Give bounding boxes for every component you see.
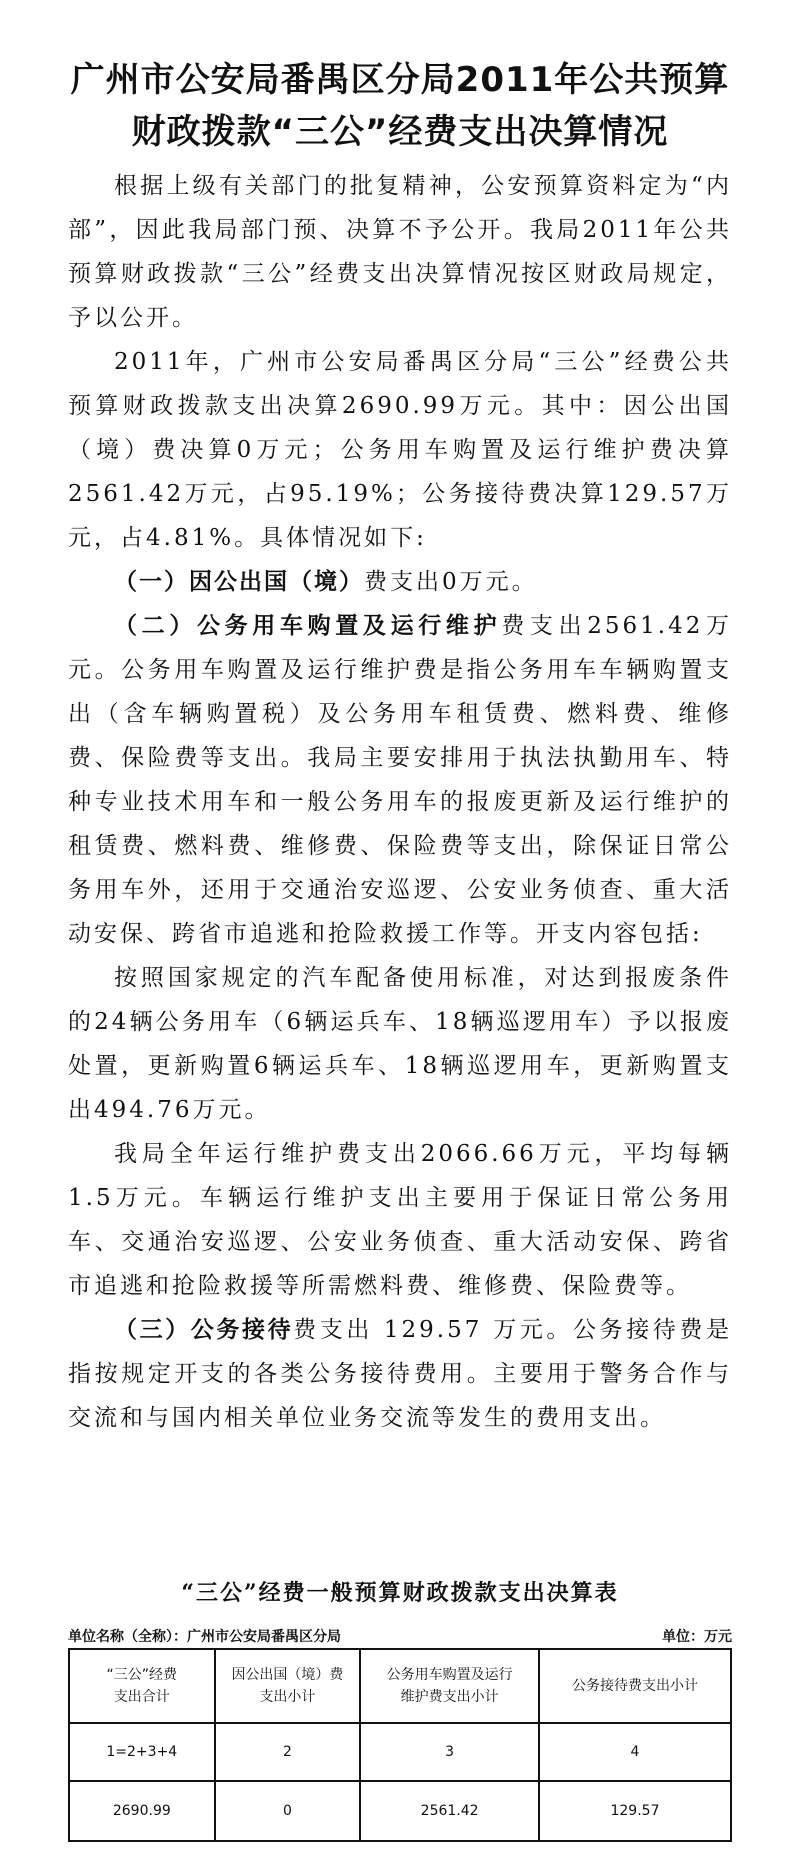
paragraph-vehicle-purchase [68,956,732,1132]
paragraph-text: 根据上级有关部门的批复精神，公安预算资料定为“内部”，因此我局部门预、决算不予公开。我局2011年公共预算财政拨款“三公”经费支出决算情况按区财政局规定，予以公开。 [68,173,732,331]
table-caption: “三公”经费一般预算财政拨款支出决算表 [181,1580,619,1606]
section-official-vehicles [68,604,732,956]
table-row [69,1781,731,1841]
paragraph-text: 我局全年运行维护费支出2066.66万元，平均每辆1.5万元。车辆运行维护支出主要用于保证日常公务用车、交通治安巡逻、公安业务侦查、重大活动安保、跨省市追逃和抢险救援等所需燃料费、维修费、保险费等。 [68,1141,732,1299]
table-cell: 3 [360,1723,539,1781]
section-text: 费支出2561.42万元。公务用车购置及运行维护费是指公务用车车辆购置支出（含车辆购置税）及公务用车租赁费、燃料费、维修费、保险费等支出。我局主要安排用于执法执勤用车、特种专业技术用车和一般公务用车的报废更新及运行维护的租赁费、燃料费、维修费、保险费等支出，除保证日常公务用车外，还用于交通治安巡逻、公安业务侦查、重大活动安保、跨省市追逃和抢险救援工作等。开支内容包括: [68,613,732,947]
expenditure-table [68,1648,732,1842]
paragraph-disclosure-note [68,164,732,340]
table-header-row [69,1649,731,1723]
table-cell: 2690.99 [69,1781,215,1841]
section-heading: （一）因公出国（境） [114,568,364,595]
header-abroad: 因公出国（境）费 支出小计 [215,1649,361,1723]
document-title-line-1: 广州市公安局番禺区分局2011年公共预算 [70,60,730,100]
paragraph-vehicle-maintenance [68,1132,732,1308]
unit-name-label: 单位名称（全称）：广州市公安局番禺区分局 [68,1629,341,1645]
header-reception: 公务接待费支出小计 [539,1649,731,1723]
paragraph-summary [68,340,732,560]
section-abroad-travel [68,560,732,604]
table-row [69,1723,731,1781]
table-cell: 2 [215,1723,361,1781]
table-cell: 129.57 [539,1781,731,1841]
section-text: 费支出0万元。 [364,569,538,595]
paragraph-text: 按照国家规定的汽车配备使用标准，对达到报废条件的24辆公务用车（6辆运兵车、18辆巡逻用车）予以报废处置，更新购置6辆运兵车、18辆巡逻用车，更新购置支出494.76万元。 [68,965,732,1123]
header-vehicles: 公务用车购置及运行 维护费支出小计 [360,1649,539,1723]
table-cell: 0 [215,1781,361,1841]
section-heading: （三）公务接待 [114,1316,294,1343]
document-title-line-2: 财政拨款“三公”经费支出决算情况 [131,112,669,152]
table-cell: 1=2+3+4 [69,1723,215,1781]
table-cell: 2561.42 [360,1781,539,1841]
section-text: 费支出 129.57 万元。公务接待费是指按规定开支的各类公务接待费用。主要用于警务合作与交流和与国内相关单位业务交流等发生的费用支出。 [68,1317,733,1431]
header-total: “三公”经费 支出合计 [69,1649,215,1723]
section-official-reception [68,1308,732,1440]
document-body [68,164,732,1440]
unit-label: 单位：万元 [662,1629,732,1645]
paragraph-text: 2011年，广州市公安局番禺区分局“三公”经费公共预算财政拨款支出决算2690.99万元。其中：因公出国（境）费决算0万元；公务用车购置及运行维护费决算2561.42万元，占95.19%；公务接待费决算129.57万元，占4.81%。具体情况如下: [68,349,732,551]
table-cell: 4 [539,1723,731,1781]
section-heading: （二）公务用车购置及运行维护 [114,612,502,639]
